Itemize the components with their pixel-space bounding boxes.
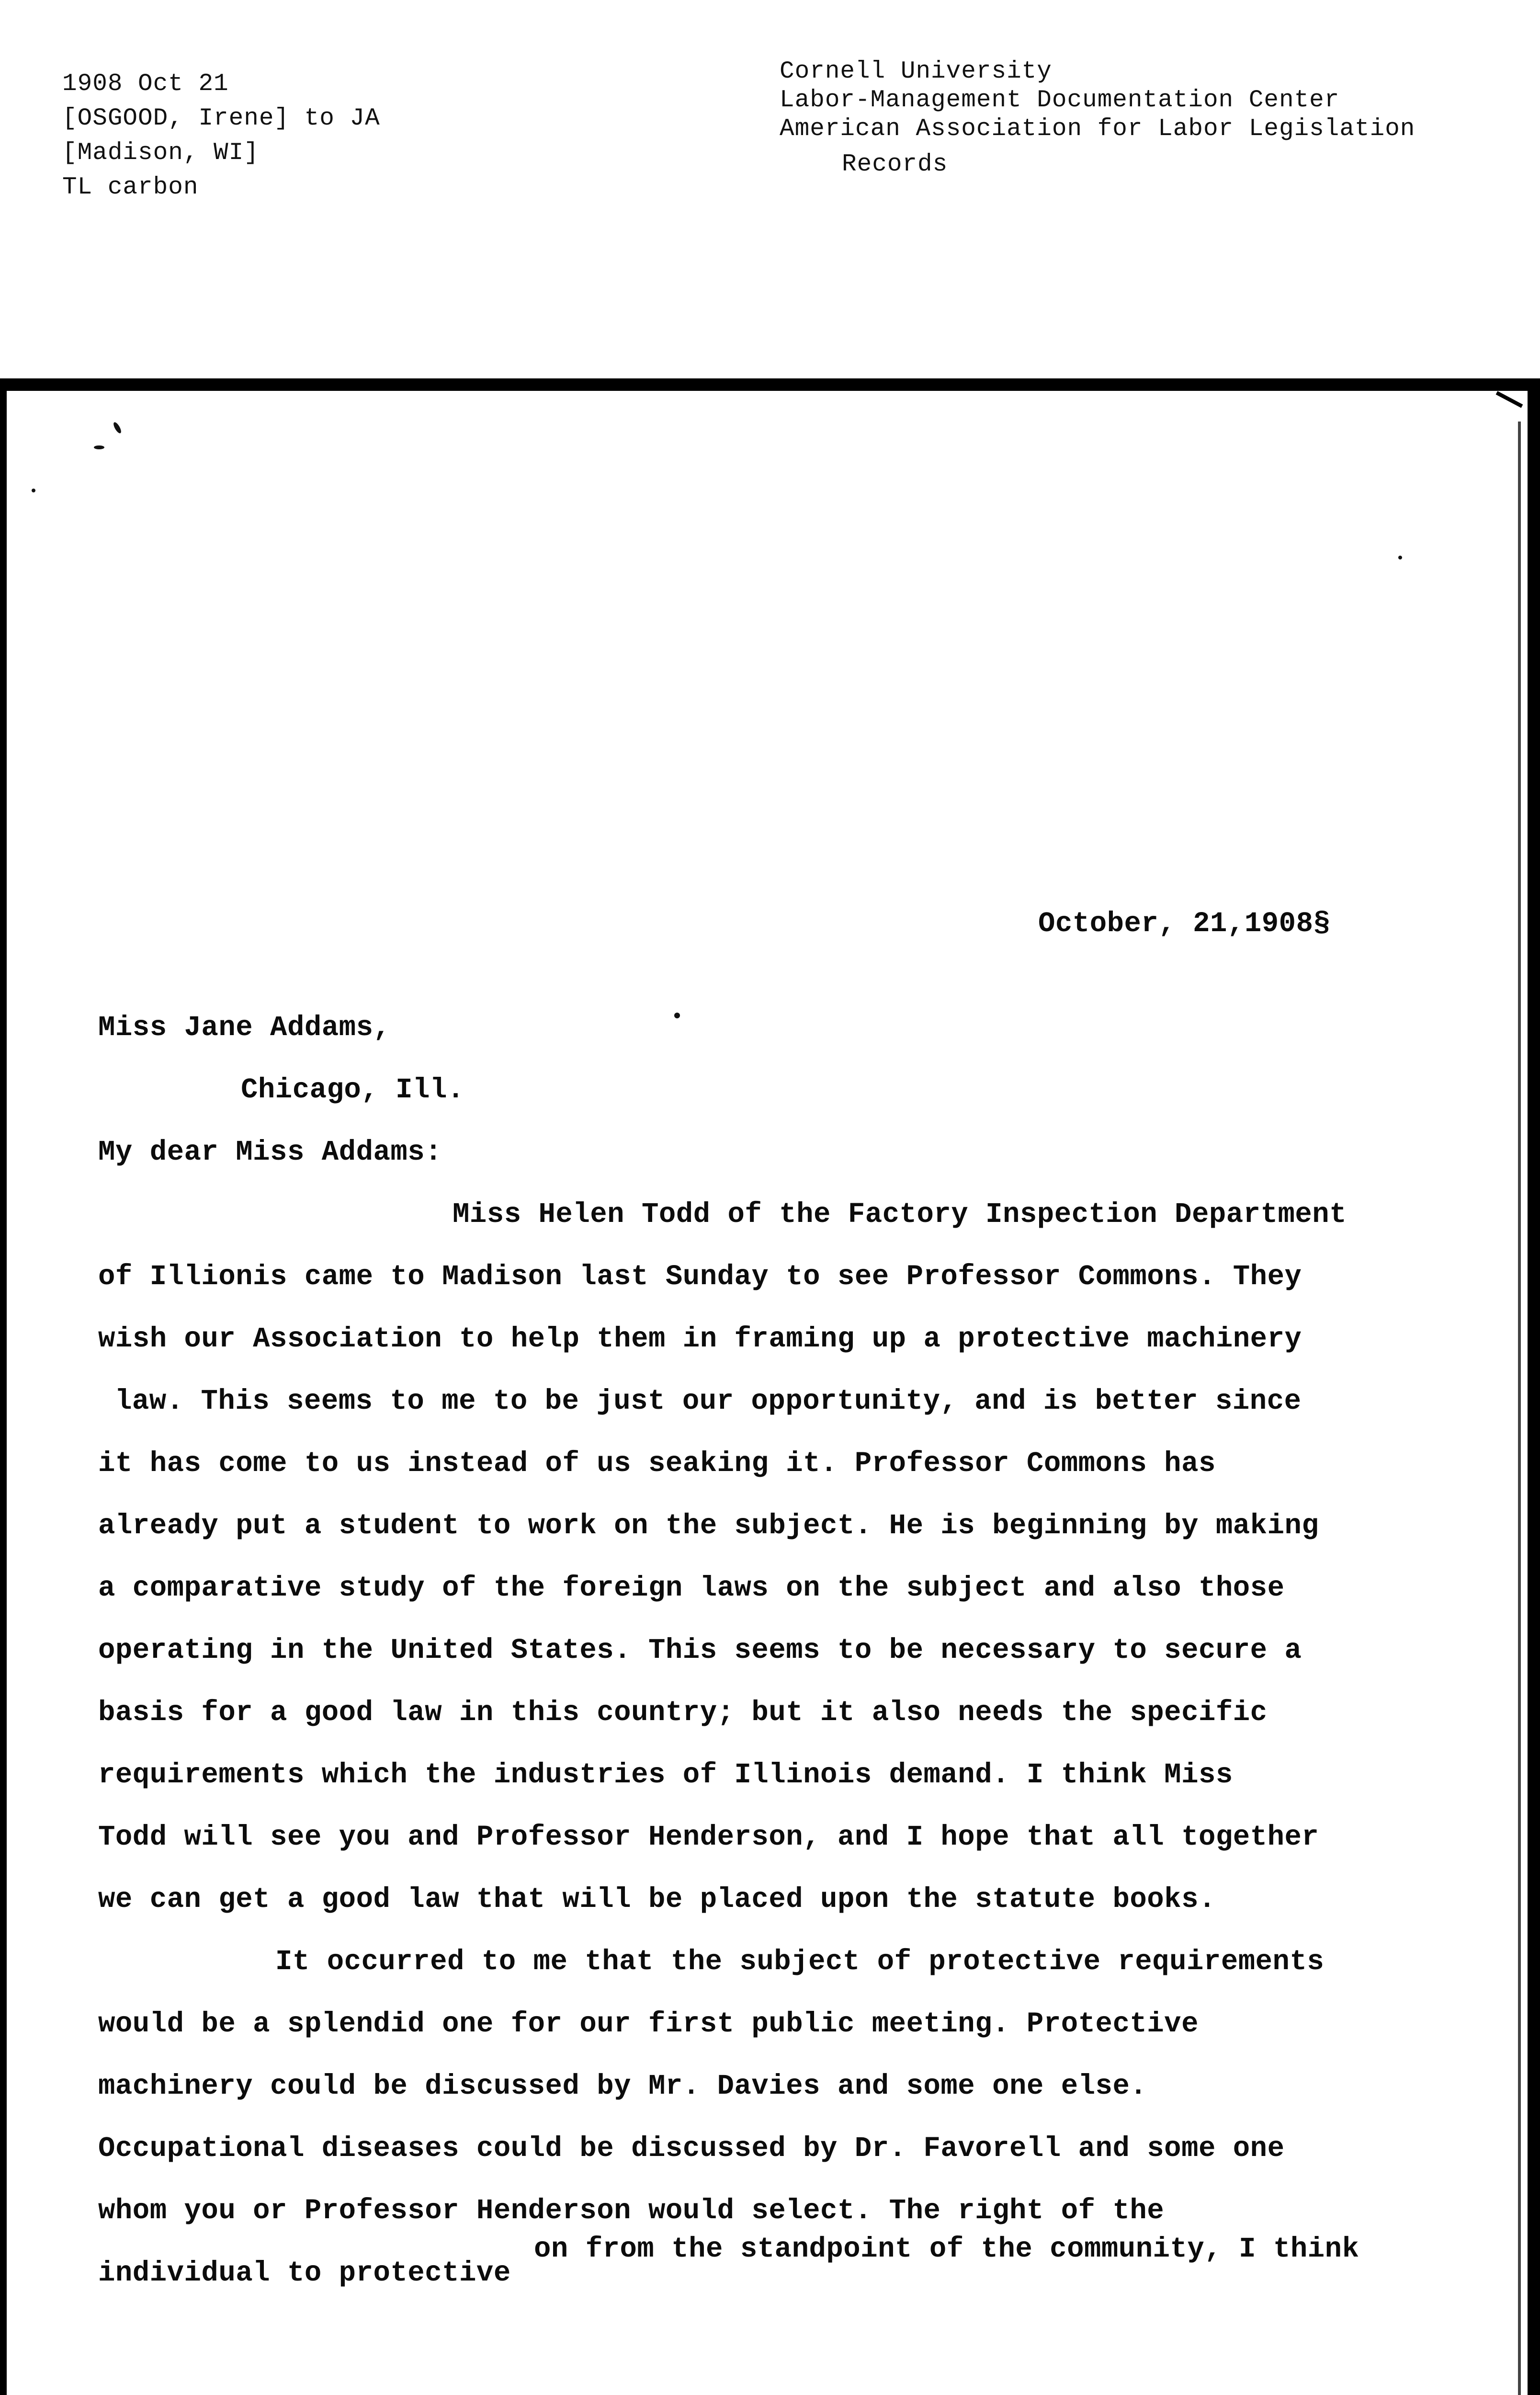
archive-institution: Cornell University — [780, 58, 1052, 85]
body-line: machinery could be discussed by Mr. Davies and some one else. — [98, 2070, 1147, 2102]
archive-doc-type: TL carbon — [62, 174, 199, 201]
recipient-location: Chicago, Ill. — [241, 1074, 464, 1106]
archive-collection: American Association for Labor Legislation — [780, 115, 1415, 143]
body-line: it has come to us instead of us seaking it. Professor Commons has — [98, 1448, 1216, 1480]
archive-series: Records — [842, 151, 948, 178]
archive-source — [780, 57, 1415, 179]
body-line: whom you or Professor Henderson would select. The right of the — [98, 2195, 1165, 2227]
archive-place: [Madison, WI] — [62, 139, 259, 167]
body-line: a comparative study of the foreign laws on the subject and also those — [98, 1572, 1285, 1604]
scan-speck — [94, 445, 104, 449]
body-line: wish our Association to help them in framing up a protective machinery — [98, 1323, 1302, 1355]
sheet-left-edge — [0, 378, 7, 2395]
body-line: on from the standpoint of the community, I think — [534, 2233, 1359, 2265]
body-line: law. This seems to me to be just our opportunity, and is better since — [115, 1385, 1302, 1417]
archive-date: 1908 Oct 21 — [62, 70, 229, 98]
body-line: would be a splendid one for our first public meeting. Protective — [98, 2008, 1199, 2040]
scan-speck — [1398, 556, 1402, 559]
body-line: basis for a good law in this country; but it also needs the specific — [98, 1697, 1268, 1729]
archive-correspondents: [OSGOOD, Irene] to JA — [62, 105, 380, 132]
scan-speck — [674, 1013, 680, 1018]
body-line: individual to protective — [98, 2257, 511, 2289]
body-line: It occurred to me that the subject of protective requirements — [275, 1946, 1325, 1978]
sheet-right-edge — [1528, 378, 1540, 2395]
body-line: operating in the United States. This seems to be necessary to secure a — [98, 1634, 1302, 1666]
scan-speck — [32, 489, 35, 492]
body-line: requirements which the industries of Illinois demand. I think Miss — [98, 1759, 1233, 1791]
body-line: we can get a good law that will be placed upon the statute books. — [98, 1883, 1216, 1916]
body-line: Occupational diseases could be discussed by Dr. Favorell and some one — [98, 2133, 1285, 2165]
body-line: Todd will see you and Professor Henderson, and I hope that all together — [98, 1821, 1319, 1853]
sheet-fold-line — [1518, 422, 1521, 2395]
salutation: My dear Miss Addams: — [98, 1136, 442, 1168]
archive-label — [62, 67, 380, 205]
body-line: of Illionis came to Madison last Sunday to see Professor Commons. They — [98, 1261, 1302, 1293]
letter-date: October, 21,1908§ — [1038, 908, 1331, 940]
archive-center: Labor-Management Documentation Center — [780, 87, 1340, 114]
recipient-name: Miss Jane Addams, — [98, 1012, 391, 1044]
body-line: already put a student to work on the subject. He is beginning by making — [98, 1510, 1319, 1542]
body-line: Miss Helen Todd of the Factory Inspection Department — [453, 1198, 1347, 1231]
